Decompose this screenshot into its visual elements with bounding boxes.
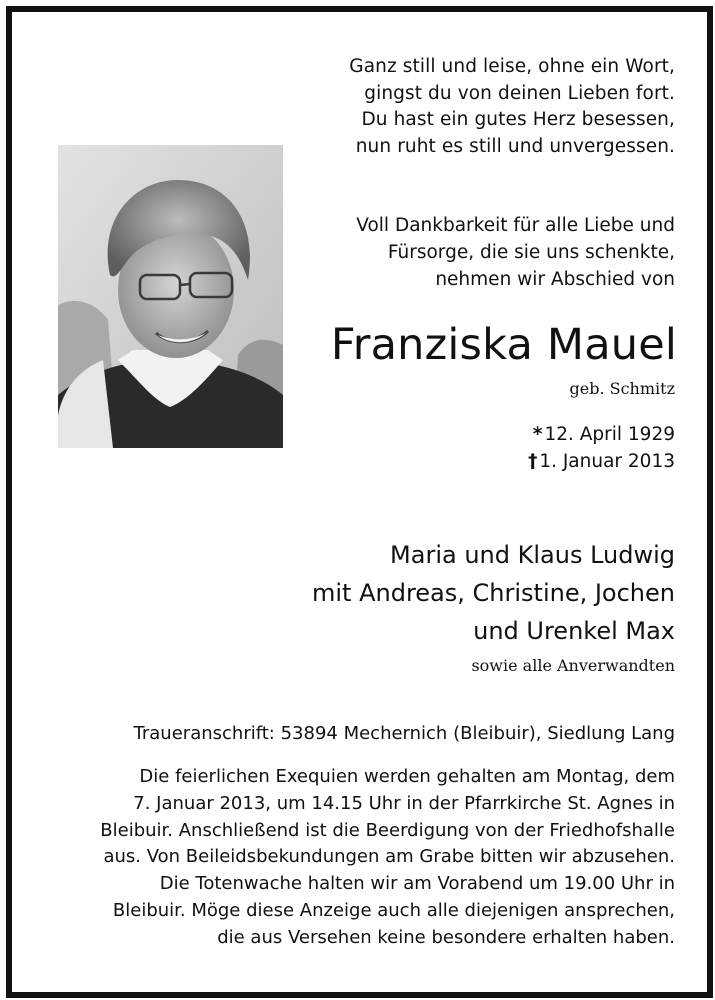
service-line: 7. Januar 2013, um 14.15 Uhr in der Pfarrkirche St. Agnes in: [133, 792, 675, 814]
deceased-name: Franziska Mauel: [330, 320, 677, 370]
life-dates: [528, 422, 675, 475]
family-line: mit Andreas, Christine, Jochen: [312, 579, 675, 607]
service-details: [35, 764, 675, 952]
service-line: Bleibuir. Möge diese Anzeige auch alle diejenigen ansprechen,: [112, 899, 675, 921]
thanks-text: [356, 212, 675, 293]
portrait-photo: [58, 145, 283, 448]
relatives-text: sowie alle Anverwandten: [471, 656, 675, 675]
birth-star-icon: *: [532, 424, 543, 445]
death-cross-icon: †: [528, 450, 538, 472]
thanks-line: Fürsorge, die sie uns schenkte,: [387, 242, 675, 263]
service-line: Die feierlichen Exequien werden gehalten am Montag, dem: [139, 766, 675, 787]
birth-date: 12. April 1929: [544, 424, 675, 445]
obituary-content: [12, 12, 707, 992]
family-names: [312, 536, 675, 650]
poem-line: gingst du von deinen Lieben fort.: [364, 82, 675, 104]
obituary-frame: [6, 6, 713, 998]
death-date-line: [528, 449, 675, 476]
poem-line: nun ruht es still und unvergessen.: [355, 135, 675, 157]
mourning-address: Traueranschrift: 53894 Mechernich (Bleibuir), Siedlung Lang: [133, 723, 675, 744]
poem-line: Ganz still und leise, ohne ein Wort,: [349, 56, 675, 77]
thanks-line: Voll Dankbarkeit für alle Liebe und: [356, 215, 675, 236]
birth-date-line: [528, 422, 675, 449]
service-line: die aus Versehen keine besondere erhalten haben.: [217, 926, 675, 948]
service-line: Die Totenwache halten wir am Vorabend um 19.00 Uhr in: [159, 873, 675, 895]
thanks-line: nehmen wir Abschied von: [435, 269, 675, 290]
service-line: Bleibuir. Anschließend ist die Beerdigung von der Friedhofshalle: [100, 819, 675, 841]
service-line: aus. Von Beileidsbekundungen am Grabe bitten wir abzusehen.: [103, 846, 675, 868]
family-line: Maria und Klaus Ludwig: [390, 541, 675, 569]
death-date: 1. Januar 2013: [539, 450, 675, 472]
portrait-illustration: [58, 145, 283, 448]
family-line: und Urenkel Max: [473, 617, 675, 645]
maiden-name: geb. Schmitz: [569, 379, 675, 398]
poem: [349, 54, 675, 160]
poem-line: Du hast ein gutes Herz besessen,: [361, 109, 675, 130]
